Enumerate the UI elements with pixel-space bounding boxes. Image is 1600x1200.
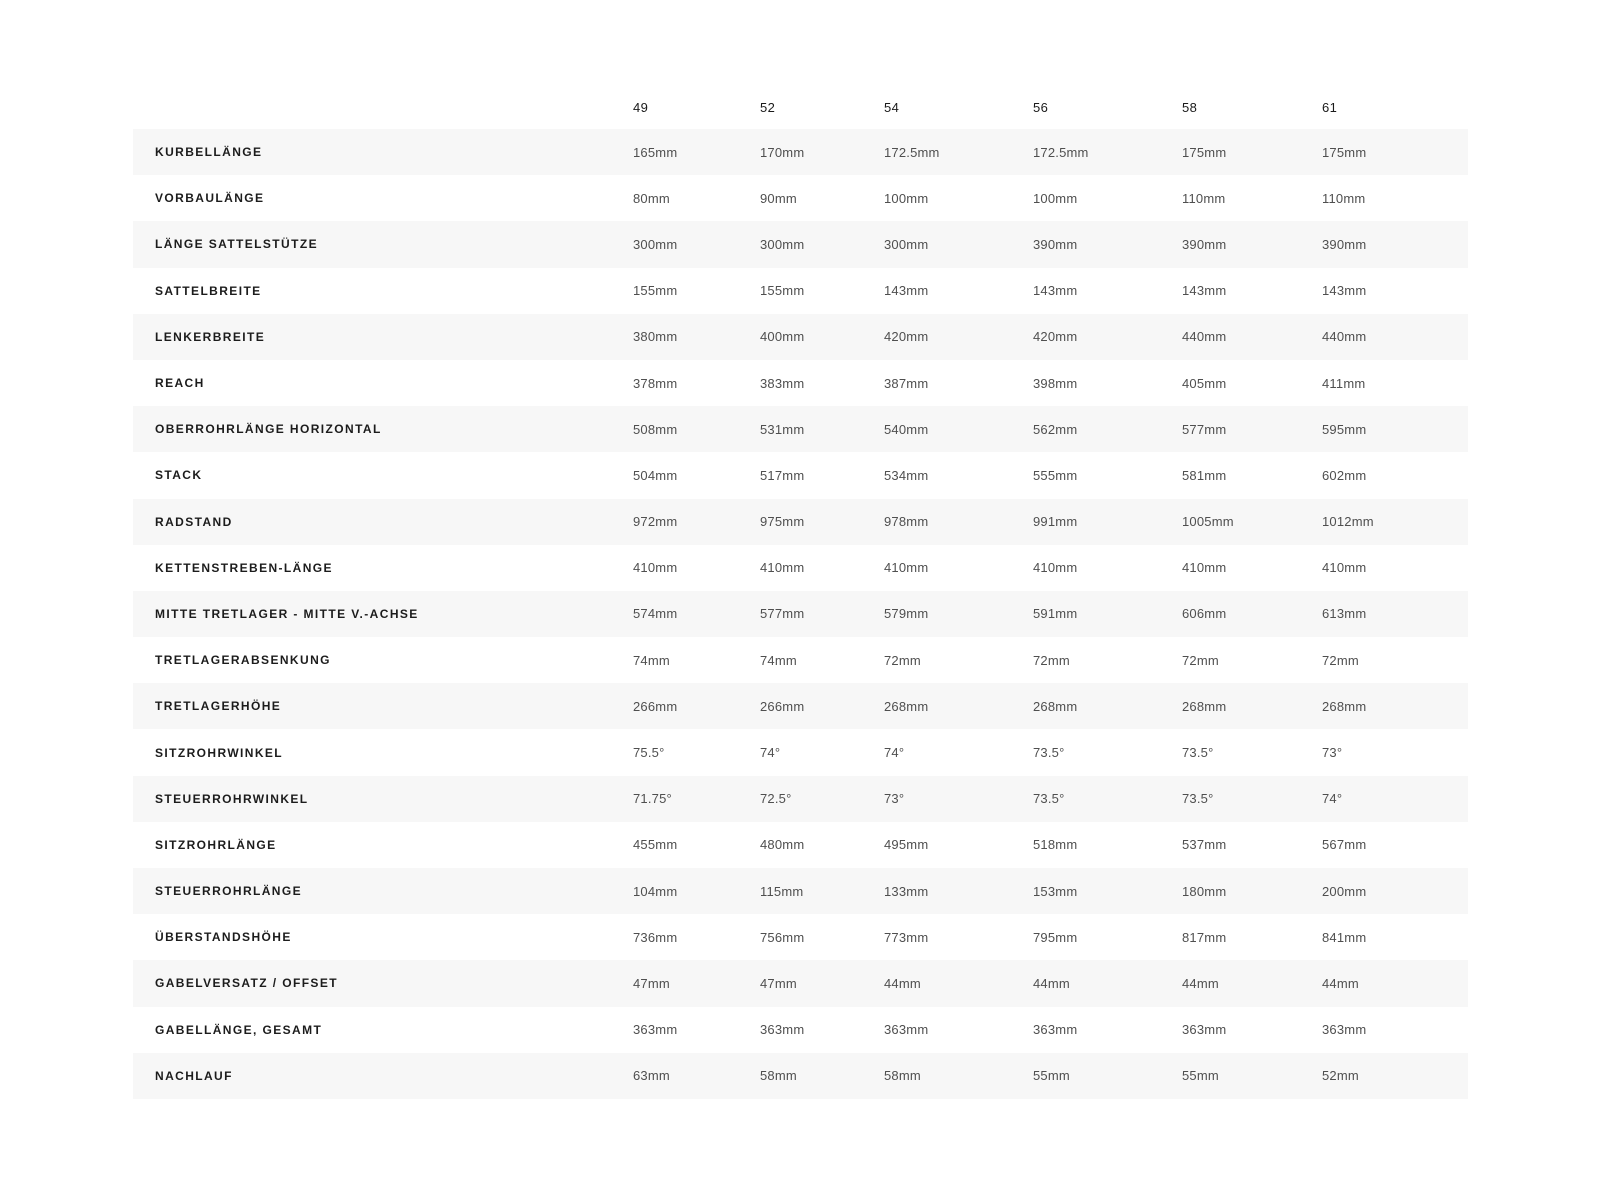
cell-value: 736mm (633, 929, 678, 945)
cell-value: 300mm (884, 236, 929, 252)
cell-value: 455mm (633, 837, 678, 853)
cell-value: 300mm (633, 236, 678, 252)
cell-value: 540mm (884, 421, 929, 437)
cell-value: 52mm (1322, 1068, 1359, 1084)
cell-value: 268mm (1182, 698, 1227, 714)
table-row (133, 1007, 1468, 1053)
cell-value: 73° (884, 791, 905, 807)
cell-value: 100mm (884, 190, 929, 206)
cell-value: 104mm (633, 883, 678, 899)
cell-value: 756mm (760, 929, 805, 945)
table-row (133, 221, 1468, 267)
row-label: TRETLAGERHÖHE (155, 699, 282, 714)
cell-value: 817mm (1182, 929, 1227, 945)
cell-value: 1012mm (1322, 514, 1374, 530)
cell-value: 440mm (1322, 329, 1367, 345)
cell-value: 110mm (1182, 190, 1226, 206)
cell-value: 410mm (1182, 560, 1227, 576)
cell-value: 58mm (884, 1068, 921, 1084)
row-label: ÜBERSTANDSHÖHE (155, 930, 292, 945)
cell-value: 155mm (760, 283, 805, 299)
cell-value: 975mm (760, 514, 805, 530)
cell-value: 795mm (1033, 929, 1078, 945)
table-row (133, 960, 1468, 1006)
cell-value: 268mm (1033, 698, 1078, 714)
cell-value: 577mm (760, 606, 805, 622)
cell-value: 495mm (884, 837, 929, 853)
cell-value: 170mm (760, 144, 805, 160)
cell-value: 380mm (633, 329, 678, 345)
row-label: GABELVERSATZ / OFFSET (155, 976, 338, 991)
cell-value: 143mm (884, 283, 929, 299)
cell-value: 110mm (1322, 190, 1366, 206)
cell-value: 200mm (1322, 883, 1367, 899)
row-label: NACHLAUF (155, 1068, 233, 1083)
cell-value: 153mm (1033, 883, 1078, 899)
cell-value: 44mm (1033, 975, 1070, 991)
table-body (133, 129, 1468, 1099)
cell-value: 363mm (1322, 1022, 1367, 1038)
row-label: VORBAULÄNGE (155, 191, 265, 206)
cell-value: 44mm (1322, 975, 1359, 991)
size-header-56: 56 (1033, 99, 1049, 115)
row-label: OBERROHRLÄNGE HORIZONTAL (155, 422, 382, 437)
cell-value: 410mm (884, 560, 929, 576)
cell-value: 363mm (760, 1022, 805, 1038)
cell-value: 72mm (1182, 652, 1219, 668)
cell-value: 155mm (633, 283, 678, 299)
cell-value: 972mm (633, 514, 678, 530)
cell-value: 595mm (1322, 421, 1367, 437)
cell-value: 73.5° (1182, 745, 1214, 761)
cell-value: 574mm (633, 606, 678, 622)
cell-value: 74mm (633, 652, 670, 668)
cell-value: 143mm (1182, 283, 1227, 299)
cell-value: 410mm (1033, 560, 1078, 576)
cell-value: 180mm (1182, 883, 1227, 899)
cell-value: 606mm (1182, 606, 1227, 622)
cell-value: 420mm (884, 329, 929, 345)
table-row (133, 175, 1468, 221)
row-label: STACK (155, 468, 203, 483)
cell-value: 577mm (1182, 421, 1227, 437)
row-label: SITZROHRLÄNGE (155, 837, 277, 852)
cell-value: 400mm (760, 329, 805, 345)
cell-value: 172.5mm (1033, 144, 1089, 160)
table-row (133, 868, 1468, 914)
table-row (133, 406, 1468, 452)
row-label: MITTE TRETLAGER - MITTE V.-ACHSE (155, 606, 419, 621)
cell-value: 90mm (760, 190, 797, 206)
cell-value: 398mm (1033, 375, 1078, 391)
cell-value: 72mm (1033, 652, 1070, 668)
row-label: REACH (155, 376, 205, 391)
cell-value: 383mm (760, 375, 805, 391)
cell-value: 363mm (884, 1022, 929, 1038)
cell-value: 47mm (760, 975, 797, 991)
table-row (133, 268, 1468, 314)
cell-value: 266mm (633, 698, 678, 714)
cell-value: 300mm (760, 236, 805, 252)
row-label: STEUERROHRWINKEL (155, 791, 309, 806)
table-row (133, 729, 1468, 775)
table-row (133, 914, 1468, 960)
cell-value: 555mm (1033, 467, 1078, 483)
table-row (133, 129, 1468, 175)
cell-value: 73° (1322, 745, 1343, 761)
cell-value: 74mm (760, 652, 797, 668)
cell-value: 517mm (760, 467, 805, 483)
size-header-49: 49 (633, 99, 649, 115)
cell-value: 613mm (1322, 606, 1367, 622)
geometry-table (133, 85, 1468, 1099)
cell-value: 567mm (1322, 837, 1367, 853)
cell-value: 410mm (1322, 560, 1367, 576)
cell-value: 410mm (760, 560, 805, 576)
row-label: LENKERBREITE (155, 329, 266, 344)
cell-value: 266mm (760, 698, 805, 714)
table-row (133, 545, 1468, 591)
size-header-54: 54 (884, 99, 900, 115)
cell-value: 73.5° (1033, 791, 1065, 807)
cell-value: 115mm (760, 883, 804, 899)
row-label: SATTELBREITE (155, 283, 262, 298)
cell-value: 390mm (1033, 236, 1078, 252)
cell-value: 74° (760, 745, 781, 761)
table-row (133, 499, 1468, 545)
row-label: RADSTAND (155, 514, 233, 529)
cell-value: 390mm (1182, 236, 1227, 252)
cell-value: 44mm (884, 975, 921, 991)
cell-value: 773mm (884, 929, 929, 945)
cell-value: 378mm (633, 375, 678, 391)
cell-value: 47mm (633, 975, 670, 991)
cell-value: 74° (884, 745, 905, 761)
cell-value: 55mm (1033, 1068, 1070, 1084)
cell-value: 504mm (633, 467, 678, 483)
cell-value: 363mm (1033, 1022, 1078, 1038)
cell-value: 175mm (1322, 144, 1367, 160)
cell-value: 978mm (884, 514, 929, 530)
cell-value: 841mm (1322, 929, 1367, 945)
row-label: KURBELLÄNGE (155, 145, 263, 160)
cell-value: 55mm (1182, 1068, 1219, 1084)
cell-value: 581mm (1182, 467, 1227, 483)
cell-value: 991mm (1033, 514, 1078, 530)
size-header-61: 61 (1322, 99, 1338, 115)
cell-value: 75.5° (633, 745, 665, 761)
cell-value: 591mm (1033, 606, 1078, 622)
row-label: STEUERROHRLÄNGE (155, 884, 303, 899)
cell-value: 58mm (760, 1068, 797, 1084)
size-header-52: 52 (760, 99, 776, 115)
row-label: LÄNGE SATTELSTÜTZE (155, 237, 318, 252)
cell-value: 63mm (633, 1068, 670, 1084)
table-row (133, 1053, 1468, 1099)
row-label: GABELLÄNGE, GESAMT (155, 1022, 323, 1037)
cell-value: 44mm (1182, 975, 1219, 991)
cell-value: 268mm (884, 698, 929, 714)
cell-value: 410mm (633, 560, 678, 576)
cell-value: 579mm (884, 606, 929, 622)
cell-value: 100mm (1033, 190, 1078, 206)
row-label: SITZROHRWINKEL (155, 745, 284, 760)
cell-value: 72mm (1322, 652, 1359, 668)
cell-value: 531mm (760, 421, 805, 437)
cell-value: 420mm (1033, 329, 1078, 345)
cell-value: 133mm (884, 883, 929, 899)
cell-value: 72mm (884, 652, 921, 668)
cell-value: 363mm (633, 1022, 678, 1038)
table-row (133, 683, 1468, 729)
cell-value: 480mm (760, 837, 805, 853)
table-row (133, 637, 1468, 683)
table-row (133, 452, 1468, 498)
size-header-58: 58 (1182, 99, 1198, 115)
cell-value: 390mm (1322, 236, 1367, 252)
cell-value: 508mm (633, 421, 678, 437)
cell-value: 411mm (1322, 375, 1366, 391)
table-row (133, 591, 1468, 637)
cell-value: 143mm (1322, 283, 1367, 299)
header-label-spacer (133, 85, 633, 129)
cell-value: 71.75° (633, 791, 672, 807)
row-label: TRETLAGERABSENKUNG (155, 653, 331, 668)
cell-value: 518mm (1033, 837, 1078, 853)
cell-value: 537mm (1182, 837, 1227, 853)
cell-value: 268mm (1322, 698, 1367, 714)
cell-value: 74° (1322, 791, 1343, 807)
cell-value: 172.5mm (884, 144, 940, 160)
cell-value: 405mm (1182, 375, 1227, 391)
cell-value: 73.5° (1033, 745, 1065, 761)
cell-value: 1005mm (1182, 514, 1234, 530)
cell-value: 73.5° (1182, 791, 1214, 807)
cell-value: 440mm (1182, 329, 1227, 345)
table-row (133, 776, 1468, 822)
cell-value: 165mm (633, 144, 678, 160)
cell-value: 534mm (884, 467, 929, 483)
cell-value: 143mm (1033, 283, 1078, 299)
table-row (133, 822, 1468, 868)
cell-value: 363mm (1182, 1022, 1227, 1038)
cell-value: 387mm (884, 375, 929, 391)
table-header (133, 85, 1468, 129)
table-row (133, 360, 1468, 406)
cell-value: 175mm (1182, 144, 1227, 160)
cell-value: 602mm (1322, 467, 1367, 483)
table-row (133, 314, 1468, 360)
cell-value: 72.5° (760, 791, 792, 807)
cell-value: 562mm (1033, 421, 1078, 437)
cell-value: 80mm (633, 190, 670, 206)
row-label: KETTENSTREBEN-LÄNGE (155, 560, 333, 575)
